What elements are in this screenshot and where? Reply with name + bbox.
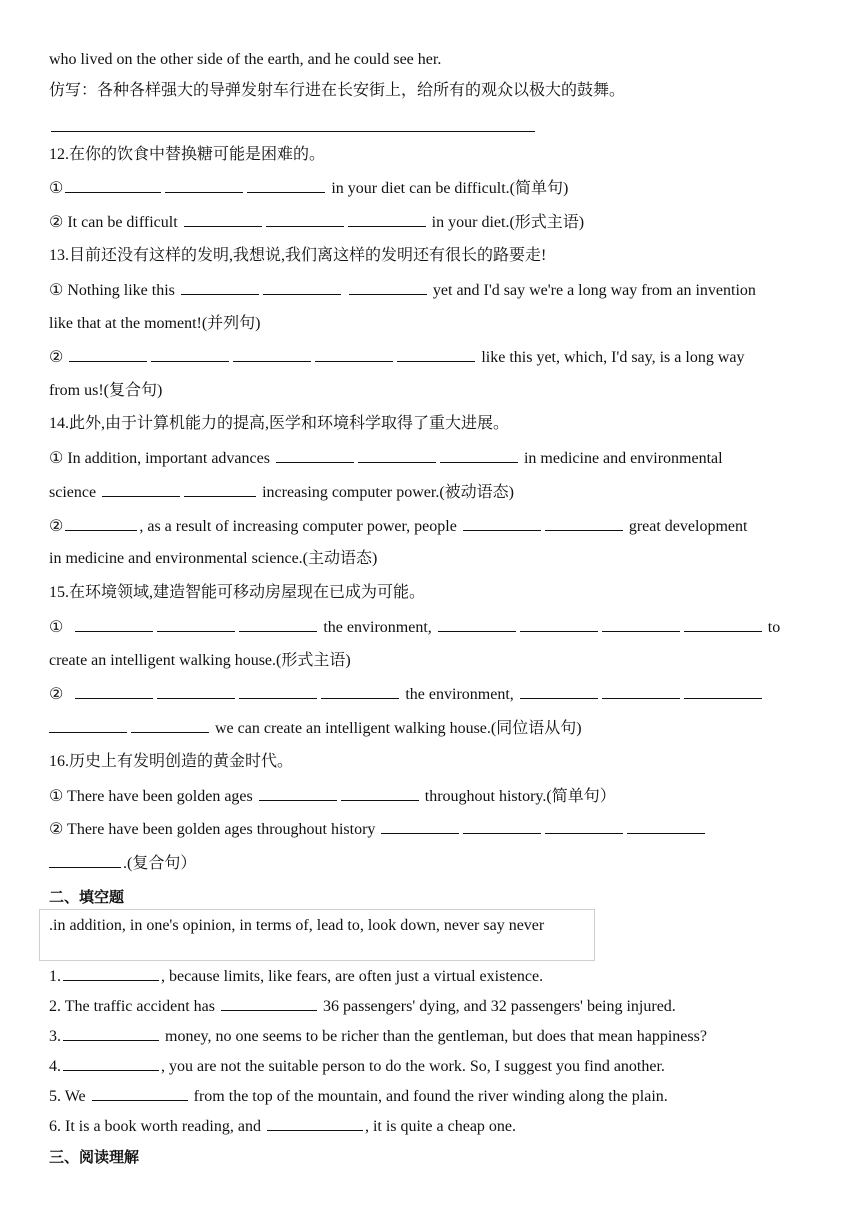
question-line (49, 211, 584, 234)
fill-item (49, 1115, 516, 1138)
blank[interactable] (266, 211, 344, 227)
blank[interactable] (233, 346, 311, 362)
question-title: 15.在环境领域,建造智能可移动房屋现在已成为可能。 (49, 584, 426, 601)
option-text: ① There have been golden ages (49, 788, 253, 805)
fill-item (49, 965, 543, 988)
blank[interactable] (397, 346, 475, 362)
blank[interactable] (75, 683, 153, 699)
option-text: the environment, (405, 686, 514, 703)
blank[interactable] (463, 818, 541, 834)
blank[interactable] (75, 616, 153, 632)
blank[interactable] (440, 447, 518, 463)
question-line (49, 515, 747, 538)
blank[interactable] (381, 818, 459, 834)
question-title: 13.目前还没有这样的发明,我想说,我们离这样的发明还有很长的路要走! (49, 247, 547, 264)
blank[interactable] (69, 346, 147, 362)
blank[interactable] (263, 279, 341, 295)
option-text: in your diet can be difficult.(简单句) (331, 180, 569, 197)
blank[interactable] (545, 515, 623, 531)
blank[interactable] (438, 616, 516, 632)
blank[interactable] (102, 481, 180, 497)
blank[interactable] (239, 616, 317, 632)
blank[interactable] (65, 515, 137, 531)
fill-item (49, 995, 676, 1018)
fill-item (49, 1055, 665, 1078)
blank[interactable] (684, 616, 762, 632)
blank[interactable] (184, 211, 262, 227)
option-text: to (767, 619, 781, 636)
question-line (49, 279, 756, 302)
blank[interactable] (520, 616, 598, 632)
option-text: the environment, (323, 619, 432, 636)
question-line: in medicine and environmental science.(主动语态) (49, 550, 378, 567)
blank[interactable] (92, 1085, 188, 1101)
question-line (49, 683, 764, 706)
blank[interactable] (49, 717, 127, 733)
option-text: throughout history.(简单句） (424, 788, 616, 805)
blank[interactable] (602, 616, 680, 632)
blank[interactable] (267, 1115, 363, 1131)
question-line (49, 785, 616, 808)
blank[interactable] (315, 346, 393, 362)
question-title: 12.在你的饮食中替换糖可能是困难的。 (49, 146, 326, 163)
question-line (49, 852, 196, 875)
option-prefix: ② (49, 518, 64, 535)
item-text: money, no one seems to be richer than the gentleman, but does that mean happiness? (165, 1028, 707, 1045)
question-line: from us!(复合句) (49, 382, 163, 399)
item-text: , it is quite a cheap one. (364, 1118, 517, 1135)
question-line (49, 447, 723, 470)
option-text: science (49, 484, 97, 501)
item-text: , you are not the suitable person to do the work. So, I suggest you find another. (161, 1058, 665, 1075)
option-text: like this yet, which, I'd say, is a long way (481, 349, 745, 366)
item-text: 1. (49, 968, 61, 985)
blank[interactable] (341, 785, 419, 801)
blank[interactable] (184, 481, 256, 497)
answer-line (49, 116, 537, 139)
option-text: ① Nothing like this (49, 282, 175, 299)
blank[interactable] (63, 1025, 159, 1041)
blank[interactable] (63, 965, 159, 981)
item-text: 3. (49, 1028, 61, 1045)
option-prefix: ② (49, 349, 64, 366)
option-text: ① In addition, important advances (49, 450, 270, 467)
item-text: from the top of the mountain, and found the river winding along the plain. (193, 1088, 668, 1105)
option-text: .(复合句） (123, 855, 197, 872)
item-text: 2. The traffic accident has (49, 998, 215, 1015)
option-text: we can create an intelligent walking house.(同位语从句) (215, 720, 582, 737)
section-heading: 三、阅读理解 (49, 1148, 140, 1166)
text-line: who lived on the other side of the earth, and he could see her. (49, 51, 442, 68)
question-line (49, 717, 582, 740)
blank[interactable] (157, 616, 235, 632)
blank[interactable] (321, 683, 399, 699)
option-prefix: ② (49, 686, 64, 703)
blank[interactable] (463, 515, 541, 531)
word-bank-text: .in addition, in one's opinion, in terms of, lead to, look down, never say never (49, 917, 545, 934)
blank[interactable] (520, 683, 598, 699)
blank[interactable] (602, 683, 680, 699)
option-text: great development (628, 518, 748, 535)
blank[interactable] (151, 346, 229, 362)
question-line (49, 346, 744, 369)
option-prefix: ① (49, 619, 64, 636)
blank[interactable] (221, 995, 317, 1011)
item-text: 5. We (49, 1088, 86, 1105)
blank[interactable] (51, 116, 535, 132)
blank[interactable] (181, 279, 259, 295)
blank[interactable] (358, 447, 436, 463)
item-text: 4. (49, 1058, 61, 1075)
option-text: , as a result of increasing computer power, people (139, 518, 457, 535)
item-text: 36 passengers' dying, and 32 passengers' being injured. (323, 998, 676, 1015)
blank[interactable] (684, 683, 762, 699)
blank[interactable] (276, 447, 354, 463)
question-line: create an intelligent walking house.(形式主语) (49, 652, 351, 669)
option-text: increasing computer power.(被动语态) (262, 484, 515, 501)
question-line (49, 177, 568, 200)
fill-item (49, 1085, 668, 1108)
question-line (49, 616, 780, 639)
question-line: like that at the moment!(并列句) (49, 315, 261, 332)
option-text: in medicine and environmental (523, 450, 723, 467)
word-bank (39, 909, 595, 961)
blank[interactable] (627, 818, 705, 834)
option-text: yet and I'd say we're a long way from an invention (432, 282, 756, 299)
blank[interactable] (165, 177, 243, 193)
item-text: , because limits, like fears, are often just a virtual existence. (161, 968, 544, 985)
fill-item (49, 1025, 707, 1048)
blank[interactable] (348, 211, 426, 227)
question-line (49, 818, 707, 841)
option-text: ② It can be difficult (49, 214, 178, 231)
question-line (49, 481, 514, 504)
blank[interactable] (349, 279, 427, 295)
blank[interactable] (259, 785, 337, 801)
question-title: 16.历史上有发明创造的黄金时代。 (49, 753, 294, 770)
item-text: 6. It is a book worth reading, and (49, 1118, 261, 1135)
question-title: 14.此外,由于计算机能力的提高,医学和环境科学取得了重大进展。 (49, 415, 510, 432)
blank[interactable] (545, 818, 623, 834)
blank[interactable] (49, 852, 121, 868)
section-heading: 二、填空题 (49, 888, 125, 906)
option-prefix: ① (49, 180, 64, 197)
blank[interactable] (239, 683, 317, 699)
imitation-prompt: 仿写：各种各样强大的导弹发射车行进在长安街上，给所有的观众以极大的鼓舞。 (49, 82, 626, 99)
blank[interactable] (65, 177, 161, 193)
blank[interactable] (131, 717, 209, 733)
blank[interactable] (247, 177, 325, 193)
option-text: ② There have been golden ages throughout history (49, 821, 376, 838)
blank[interactable] (157, 683, 235, 699)
option-text: in your diet.(形式主语) (431, 214, 585, 231)
blank[interactable] (63, 1055, 159, 1071)
